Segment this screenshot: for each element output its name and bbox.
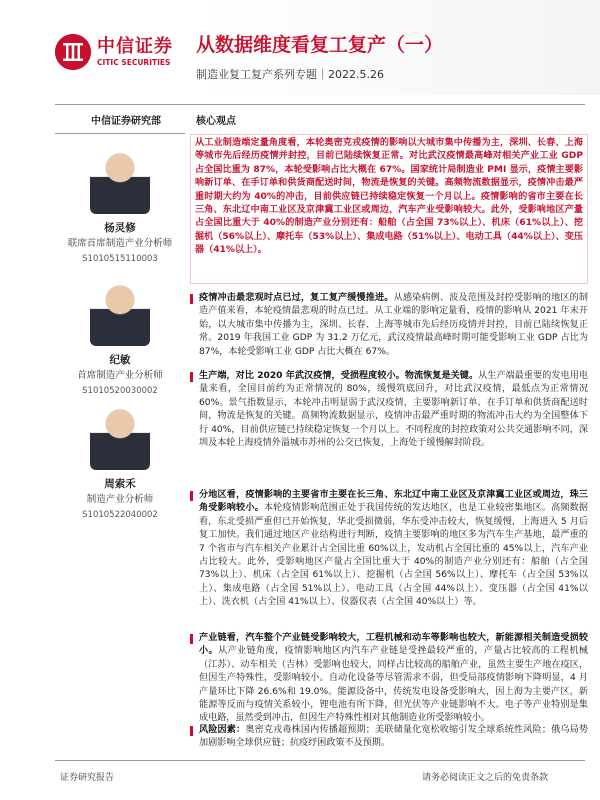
logo-english-text: CITIC SECURITIES: [97, 58, 171, 67]
section-body: 奥密克戎毒株国内传播超预期；美联储量化宽松收缩引发全球系统性风险；俄乌局势加剧影响全球供应链；抗疫纾困政策不及预期。: [199, 725, 588, 749]
sidebar-divider: [55, 133, 185, 134]
analyst-license-id: S1010522040002: [82, 510, 158, 520]
section-lead: 风险因素：: [199, 725, 246, 735]
section-marker: [190, 634, 193, 644]
section-body: 从产业链角度，疫情影响地区内汽车产业链是受挫最较严重的，产量占比较高的工程机械（江苏）、动车相关（吉林）受影响也较大，同样占比较高的船舶产业，虽然主要生产地在疫区，但因生产特殊性，受影响较小。自动化设备等尽管需求不弱，但受局部疫情影响下降明显，4 月产量环比下降 26.6%和 19.0%。能源设备中，传统发电设备受影响大，因上海为主要产区，新能源等反而与疫情关系较小，锂电池有所下降，但光伏等产业链影响不大。电子等产业特别是集成电路，虽然受到冲击，但因生产特殊性相对其他制造业所受影响较小。: [199, 646, 588, 724]
citic-logo: [55, 30, 195, 80]
section-production: [190, 370, 588, 450]
logo-chinese-text: 中信证券: [97, 36, 173, 57]
analyst-card: [55, 278, 185, 396]
analyst-card: [55, 146, 185, 264]
analyst-card: [55, 402, 185, 520]
section-body: 从生产端最重要的发电用电量来看，全国目前约为正常情况的 80%，缓慢筑底回升，对比武汉疫情，最低点为正常情况 60%。景气指数显示，本轮冲击明显弱于武汉疫情，主要影响新订单、在手订单和供货商配送时间，物流是恢复的关键。高频物流数据显示，疫情冲击最严重时期的物流冲击大约为全国整体下行 40%，目前供应链已持续稳定恢复一个月以上。不同程度的封控政策对公共交通影响不同，深圳及本轮上海疫情外溢城市苏州的公交已恢复，上海处于缓慢解封阶段。: [199, 371, 588, 449]
analyst-role: 首席制造产业分析师: [77, 370, 163, 381]
section-body: 本轮疫情影响范围正处于我国传统的发达地区，也是工业较密集地区。高频数据看，东北受损严重但已开始恢复，华北受损微弱，华东受冲击较大，恢复缓慢，上海进入 5 月后复工加快。我们通过地区产业结构进行判断，疫情主要影响的地区多为汽车生产基地，最严重的 7 个省市与汽车相关产业累计占全国比重 60%以上，发动机占全国比重的 45%以上，汽车产业占比较大。此外，受影响地区产量占全国比重大于 40%的制造产业分别还有：船舶（占全国 73%以上）、机床（占全国 61%以上）、挖掘机（占全国 56%以上）、摩托车（占全国 53%以上）、集成电路（占全国 51%以上）、电动工具（占全国 44%以上）、变压器（占全国 41%以上）、洗衣机（占全国 41%以上）、仪器仪表（占全国 40%以上）等。: [199, 503, 588, 608]
citic-logo-icon: [55, 34, 91, 70]
analyst-license-id: S1010520030002: [82, 386, 158, 396]
report-subtitle: 制造业复工复产系列专题｜2022.5.26: [196, 68, 384, 81]
section-body: 从感染病例、波及范围及封控受影响的地区的制造产值来看，本轮疫情最悲观的时点已过。从工业端的影响定量看，疫情的影响从 2021 年末开始，以大城市集中传播为主，深圳、长春、上海等城市先后经历疫情并封控，目前已陆续恢复正常。2019 年我国工业 GDP 为 31.2 万亿元，武汉疫情最高峰时期可能受影响工业 GDP 占比为 87%，本轮受影响工业 GDP 占比大概在 67%。: [199, 293, 588, 357]
section-industry-chain: [190, 632, 588, 726]
analyst-name: 杨灵修: [104, 222, 136, 234]
section-lead: 生产端，对比 2020 年武汉疫情，受损程度较小。物流恢复是关键。: [199, 371, 479, 381]
section-risk: [190, 724, 588, 751]
section-marker: [190, 726, 193, 736]
section-marker: [190, 491, 193, 501]
analyst-name: 周索禾: [104, 478, 136, 490]
analyst-photo: [90, 146, 150, 214]
section-lead: 分地区看，疫情影响的主要省市主要在长三角、东北辽中南工业区及京津冀工业区或周边，珠三角受影响较小。: [199, 490, 588, 514]
page-header: [0, 0, 600, 95]
analyst-sidebar: [55, 108, 185, 134]
analyst-photo: [90, 402, 150, 470]
section-marker: [190, 372, 193, 382]
footer-disclaimer: 请务必阅读正文之后的免责条款: [421, 773, 548, 783]
section-recovery: [190, 292, 588, 359]
research-team-label: 中信证券研究部: [91, 116, 161, 127]
section-marker: [190, 294, 193, 304]
key-points-heading: 核心观点: [196, 116, 236, 127]
section-lead: 产业链看，汽车整个产业链受影响较大，工程机械和动车等影响也较大，新能源相关制造受损较小。: [199, 633, 588, 657]
header-divider: [55, 104, 585, 105]
section-lead: 疫情冲击最悲观时点已过，复工复产缓慢推进。: [199, 293, 394, 303]
report-title: 从数据维度看复工复产（一）: [196, 34, 444, 56]
summary-box: 从工业制造端定量角度看，本轮奥密克戎疫情的影响以大城市集中传播为主，深圳、长春、上海等城市先后经历疫情并封控，目前已陆续恢复正常。对比武汉疫情最高峰对相关产业工业 GDP 占全国比重为 87%，本轮受影响占比大概在 67%。国家统计局制造业 PMI 显示，疫情主要影响新订单、在手订单和供货商配送时间，物流是恢复的关键。高频物流数据显示，疫情冲击最严重时期大约为 40%的冲击，目前供应链已持续稳定恢复一个月以上。疫情影响的省市主要在长三角、东北辽中南工业区及京津冀工业区或周边，汽车产业受影响较大。此外，受影响地区产量占全国比重大于 40%的制造产业分别还有：船舶（占全国 73%以上）、机床（61%以上）、挖掘机（56%以上）、摩托车（53%以上）、集成电路（51%以上）、电动工具（44%以上）、变压器（41%以上）。: [190, 134, 588, 284]
analyst-role: 联席首席制造产业分析师: [67, 238, 173, 249]
analyst-license-id: S1010515110003: [82, 254, 158, 264]
analyst-name: 纪敏: [109, 354, 131, 366]
analyst-role: 制造产业分析师: [86, 494, 154, 505]
analyst-photo: [90, 278, 150, 346]
footer-divider: [55, 760, 585, 761]
section-regions: [190, 489, 588, 610]
footer-report-type: 证券研究报告: [60, 773, 115, 783]
